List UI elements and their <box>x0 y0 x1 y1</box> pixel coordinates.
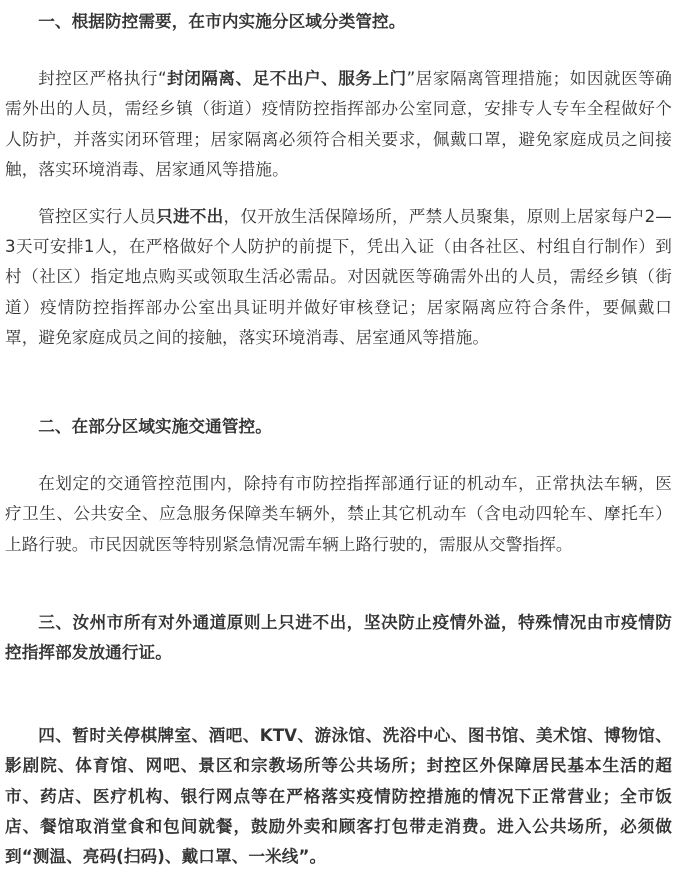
section-1-paragraph-2: 管控区实行人员只进不出，仅开放生活保障场所，严禁人员聚集，原则上居家每户2—3天可安排1人，在严格做好个人防护的前提下，凭出入证（由各社区、村组自行制作）到村（社区）指定地点购买或领取生活必需品。对因就医等确需外出的人员，需经乡镇（街道）疫情防控指挥部办公室出具证明并做好审核登记；居家隔离应符合条件，要佩戴口罩，避免家庭成员之间的接触，落实环境消毒、居室通风等措施。 <box>5 207 672 347</box>
document-body <box>5 0 672 872</box>
spacer <box>5 185 672 202</box>
section-3-paragraph-1 <box>5 608 672 668</box>
emphasized-text: 封闭隔离、足不出户、服务上门 <box>166 69 407 89</box>
emphasized-text: 四、暂时关停棋牌室、酒吧、KTV、游泳馆、洗浴中心、图书馆、美术馆、博物馆、影剧院、体育馆、网吧、景区和宗教场所等公共场所；封控区外保障居民基本生活的超市、药店、医疗机构、银行网点等在严格落实疫情防控措施的情况下正常营业；全市饭店、餐馆取消堂食和包间就餐，鼓励外卖和顾客打包带走消费。进入公共场所，必须做到“测温、亮码(扫码)、戴口罩、一米线”。 <box>5 726 672 867</box>
spacer <box>5 560 672 608</box>
emphasized-text: 只进不出 <box>156 207 224 227</box>
section-2-heading: 二、在部分区域实施交通管控。 <box>38 417 272 437</box>
section-1-heading: 一、根据防控需要，在市内实施分区域分类管控。 <box>38 12 406 31</box>
section-2-paragraph-1: 在划定的交通管控范围内，除持有市防控指挥部通行证的机动车，正常执法车辆，医疗卫生、公共安全、应急服务保障类车辆外，禁止其它机动车（含电动四轮车、摩托车）上路行驶。市民因就医等特别紧急情况需车辆上路行驶的，需服从交警指挥。 <box>5 474 672 554</box>
spacer <box>5 442 672 469</box>
spacer <box>5 353 672 412</box>
section-1-paragraph-1: 封控区严格执行“封闭隔离、足不出户、服务上门”居家隔离管理措施；如因就医等确需外出的人员，需经乡镇（街道）疫情防控指挥部办公室同意，安排专人专车全程做好个人防护，并落实闭环管理；居家隔离必须符合相关要求，佩戴口罩，避免家庭成员之间接触，落实环境消毒、居家通风等措施。 <box>5 69 672 179</box>
emphasized-text: 三、汝州市所有对外通道原则上只进不出，坚决防止疫情外溢，特殊情况由市疫情防控指挥部发放通行证。 <box>5 612 672 663</box>
spacer <box>5 668 672 721</box>
section-4-paragraph-1 <box>5 721 672 872</box>
spacer <box>5 37 672 64</box>
